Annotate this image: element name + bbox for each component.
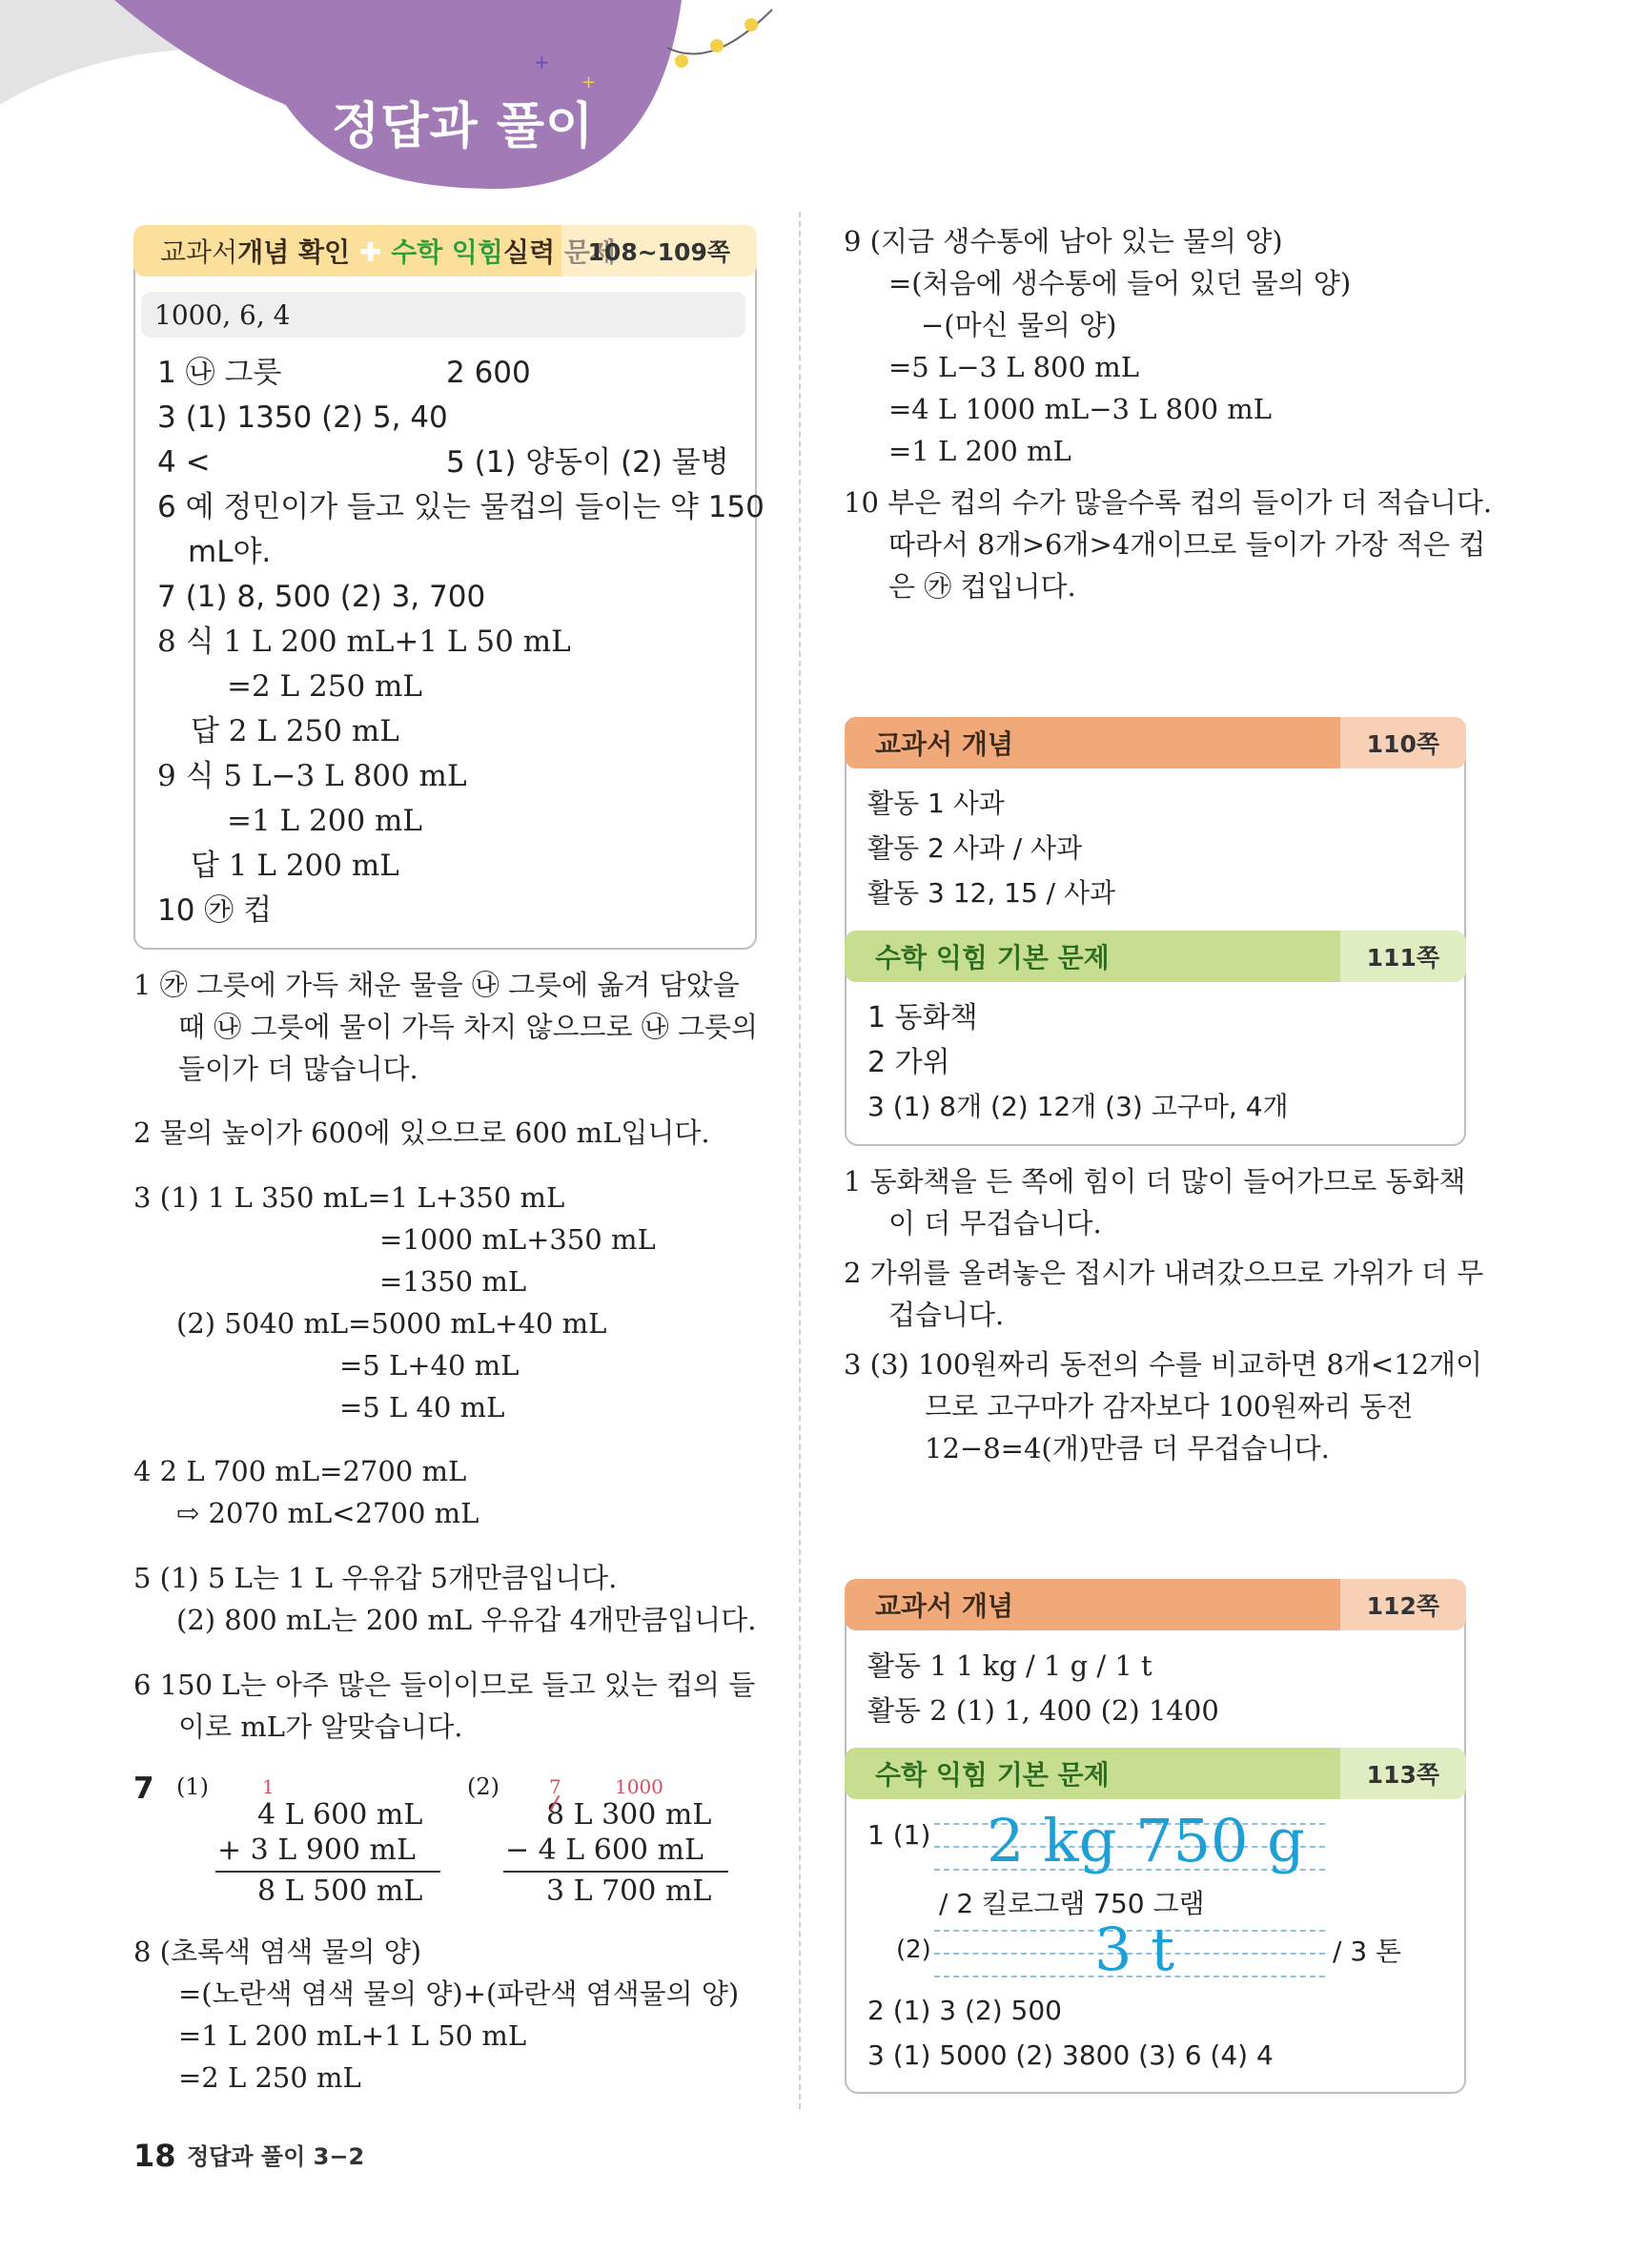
borrow-digit-7: 7	[549, 1775, 561, 1798]
addition-row-2: + 3 L 900 mL	[217, 1833, 416, 1867]
weight-expl-3-line2: 므로 고구마가 감자보다 100원짜리 동전	[925, 1390, 1414, 1423]
answer-9-line3: 답 1 L 200 mL	[191, 849, 399, 883]
expl-1-line3: 들이가 더 많습니다.	[178, 1053, 418, 1085]
summary-text: 1000, 6, 4	[154, 299, 291, 331]
handwriting-1: 2 kg 750 g	[987, 1806, 1305, 1875]
subtraction-result: 3 L 700 mL	[546, 1874, 712, 1908]
expl-1-line2: 때 ㉯ 그릇에 물이 가득 차지 않으므로 ㉯ 그릇의	[178, 1011, 758, 1043]
summary-pill	[141, 292, 745, 338]
page-title: 정답과 풀이	[332, 98, 595, 155]
answer-8-line3: 답 2 L 250 mL	[191, 714, 399, 748]
weight-expl-1-line2: 이 더 무겁습니다.	[888, 1207, 1102, 1239]
expl-8-line1: 8 (초록색 염색 물의 양)	[133, 1936, 422, 1968]
expl-10-line2: 따라서 8개>6개>4개이므로 들이가 가장 적은 컵	[888, 528, 1486, 561]
expl-9-line6: =1 L 200 mL	[888, 435, 1071, 467]
addition-row-1: 4 L 600 mL	[257, 1798, 423, 1832]
expl-9-line4: =5 L−3 L 800 mL	[888, 351, 1139, 383]
activity-2-b: 활동 2 (1) 1, 400 (2) 1400	[867, 1694, 1219, 1727]
writing-q1-label: 1 (1)	[867, 1819, 931, 1851]
reading-1: / 2 킬로그램 750 그램	[939, 1888, 1205, 1919]
page-range: 108~109쪽	[561, 225, 757, 277]
answer-6-line2: mL야.	[188, 535, 272, 569]
activity-1: 활동 1 사과	[867, 788, 1005, 819]
answer-8-line2: =2 L 250 mL	[227, 669, 422, 704]
expl-4-line1: 4 2 L 700 mL=2700 mL	[133, 1455, 467, 1487]
expl-8-line2: =(노란색 염색 물의 양)+(파란색 염색물의 양)	[178, 1977, 740, 2010]
label-math-practice: 수학 익힘	[391, 236, 504, 268]
label-textbook-concept: 교과서 개념	[875, 728, 1013, 760]
borrow-digit-1000: 1000	[615, 1775, 663, 1798]
expl-2: 2 물의 높이가 600에 있으므로 600 mL입니다.	[133, 1116, 710, 1149]
page-112: 112쪽	[1340, 1579, 1466, 1630]
expl-10-line3: 은 ㉮ 컵입니다.	[888, 570, 1076, 603]
answer-10: 10 ㉮ 컵	[157, 893, 273, 928]
label-textbook-concept-2: 교과서 개념	[875, 1590, 1013, 1622]
expl-8-line3: =1 L 200 mL+1 L 50 mL	[178, 2019, 527, 2052]
answer-8-line1: 8 식 1 L 200 mL+1 L 50 mL	[157, 625, 571, 659]
expl-9-line2: =(처음에 생수통에 들어 있던 물의 양)	[888, 267, 1352, 299]
weight-expl-3-line1: 3 (3) 100원짜리 동전의 수를 비교하면 8개<12개이	[844, 1348, 1483, 1381]
activity-1-b: 활동 1 1 kg / 1 g / 1 t	[867, 1649, 1152, 1682]
answer-box-111-header	[845, 931, 1466, 982]
label-math-basic-2: 수학 익힘 기본 문제	[875, 1759, 1110, 1791]
basic-2: 2 가위	[867, 1046, 950, 1079]
label-textbook: 교과서	[160, 236, 238, 268]
label-math-basic: 수학 익힘 기본 문제	[875, 942, 1110, 973]
answer-4: 4 <	[157, 445, 211, 480]
answer-9-line1: 9 식 5 L−3 L 800 mL	[157, 759, 467, 793]
expl-4-line2: ⇨ 2070 mL<2700 mL	[176, 1497, 479, 1529]
expl-3-line6: =5 L 40 mL	[339, 1391, 505, 1423]
subtraction-rule	[503, 1871, 728, 1873]
expl-3-line2: =1000 mL+350 mL	[379, 1223, 656, 1256]
subtraction-row-1: 8 L 300 mL	[546, 1798, 712, 1832]
expl-8-line4: =2 L 250 mL	[178, 2061, 361, 2094]
weight-expl-1-line1: 1 동화책을 든 쪽에 힘이 더 많이 들어가므로 동화책	[844, 1165, 1466, 1198]
column-divider	[799, 212, 801, 2109]
expl-1-line1: 1 ㉮ 그릇에 가득 채운 물을 ㉯ 그릇에 옮겨 담았을	[133, 969, 740, 1001]
expl-9-line5: =4 L 1000 mL−3 L 800 mL	[888, 393, 1272, 425]
expl-3-line1: 3 (1) 1 L 350 mL=1 L+350 mL	[133, 1181, 565, 1214]
expl-5-line2: (2) 800 mL는 200 mL 우유갑 4개만큼입니다.	[176, 1604, 757, 1636]
page-110: 110쪽	[1340, 717, 1466, 768]
answer-box-110-header	[845, 717, 1466, 768]
basic-1: 1 동화책	[867, 1001, 978, 1034]
svg-text:+: +	[534, 51, 550, 73]
page-113: 113쪽	[1340, 1748, 1466, 1799]
answer-box-113-header	[845, 1748, 1466, 1799]
basic-q3: 3 (1) 5000 (2) 3800 (3) 6 (4) 4	[867, 2039, 1274, 2071]
weight-expl-2-line2: 겁습니다.	[888, 1299, 1005, 1331]
answer-7: 7 (1) 8, 500 (2) 3, 700	[157, 580, 486, 614]
footer-text: 정답과 풀이 3−2	[187, 2143, 365, 2170]
expl-5-line1: 5 (1) 5 L는 1 L 우유갑 5개만큼입니다.	[133, 1562, 618, 1594]
expl-7-label: 7	[133, 1772, 154, 1806]
answer-6-line1: 6 예 정민이가 들고 있는 물컵의 들이는 약 150	[157, 490, 765, 524]
expl-9-line1: 9 (지금 생수통에 남아 있는 물의 양)	[844, 225, 1283, 257]
label-advanced: 실력 문제	[503, 236, 616, 268]
expl-3-line3: =1350 mL	[379, 1265, 527, 1298]
weight-expl-3-line3: 12−8=4(개)만큼 더 무겁습니다.	[925, 1432, 1330, 1464]
expl-3-line5: =5 L+40 mL	[339, 1349, 520, 1382]
expl-10-line1: 10 부은 컵의 수가 많을수록 컵의 들이가 더 적습니다.	[844, 486, 1493, 519]
answer-2: 2 600	[446, 356, 531, 390]
basic-3: 3 (1) 8개 (2) 12개 (3) 고구마, 4개	[867, 1091, 1289, 1122]
answer-1: 1 ㉯ 그릇	[157, 356, 282, 390]
svg-text:+: +	[581, 72, 597, 92]
plus-icon: ✚	[358, 236, 382, 268]
answer-5: 5 (1) 양동이 (2) 물병	[446, 445, 729, 480]
carry-digit-1: 1	[262, 1775, 275, 1798]
page-number: 18	[133, 2138, 176, 2174]
expl-3-line4: (2) 5040 mL=5000 mL+40 mL	[176, 1307, 607, 1340]
answer-3: 3 (1) 1350 (2) 5, 40	[157, 400, 448, 435]
writing-q1b-label: (2)	[896, 1936, 931, 1964]
activity-2: 활동 2 사과 / 사과	[867, 832, 1083, 864]
answer-box-112-header	[845, 1579, 1466, 1630]
answer-box-108-header	[133, 225, 757, 277]
activity-3: 활동 3 12, 15 / 사과	[867, 877, 1116, 909]
reading-2: / 3 톤	[1333, 1936, 1402, 1967]
label-concept-check: 개념 확인	[237, 236, 351, 268]
addition-rule	[215, 1871, 440, 1873]
subtraction-row-2: − 4 L 600 mL	[505, 1833, 704, 1867]
handwriting-2: 3 t	[1094, 1915, 1175, 1984]
page-111: 111쪽	[1340, 931, 1466, 982]
expl-6-line1: 6 150 L는 아주 많은 들이이므로 들고 있는 컵의 들	[133, 1669, 756, 1701]
answer-9-line2: =1 L 200 mL	[227, 804, 422, 838]
expl-7-part2-label: (2)	[467, 1773, 500, 1800]
expl-6-line2: 이로 mL가 알맞습니다.	[178, 1710, 463, 1743]
expl-7-part1-label: (1)	[176, 1773, 209, 1800]
weight-expl-2-line1: 2 가위를 올려놓은 접시가 내려갔으므로 가위가 더 무	[844, 1257, 1484, 1289]
addition-result: 8 L 500 mL	[257, 1874, 423, 1908]
basic-q2: 2 (1) 3 (2) 500	[867, 1995, 1062, 2026]
expl-9-line3: −(마신 물의 양)	[921, 309, 1117, 341]
